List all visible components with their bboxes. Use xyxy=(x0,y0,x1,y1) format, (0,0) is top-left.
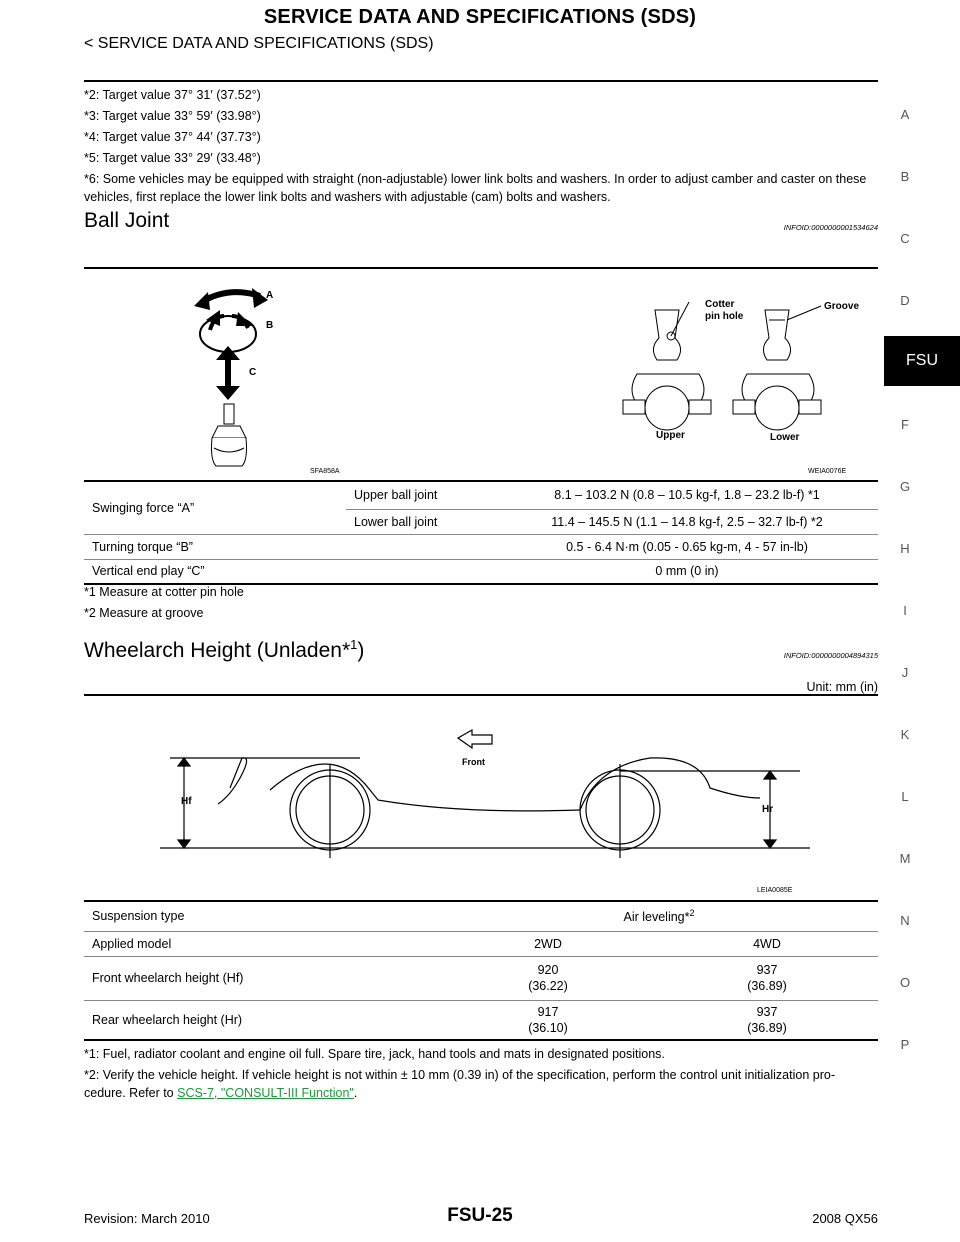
sidebar-item-m[interactable]: M xyxy=(899,851,911,866)
label-cotter: Cotter xyxy=(705,299,735,310)
sidebar-item-n[interactable]: N xyxy=(900,913,910,928)
swinging-force-label: Swinging force “A” xyxy=(84,481,346,534)
note-refer-text: cedure. Refer to xyxy=(84,1086,178,1100)
front-2wd-in: (36.22) xyxy=(528,979,568,993)
applied-model-4wd: 4WD xyxy=(656,931,878,956)
section-rule xyxy=(84,694,878,696)
note-cotter-pin: *1 Measure at cotter pin hole xyxy=(84,585,244,599)
note-target-2: *2: Target value 37° 31′ (37.52°) xyxy=(84,88,261,102)
label-groove: Groove xyxy=(824,301,860,312)
sidebar-item-i[interactable]: I xyxy=(903,603,907,618)
ball-joint-spec-table xyxy=(84,480,878,585)
sidebar-item-o[interactable]: O xyxy=(899,975,911,990)
sidebar-item-k[interactable]: K xyxy=(900,727,910,742)
sidebar-item-l[interactable]: L xyxy=(901,789,909,804)
upper-ball-joint-label: Upper ball joint xyxy=(346,481,496,509)
infoid-ball-joint: INFOID:0000000001534624 xyxy=(783,223,878,232)
infoid-wheelarch: INFOID:0000000004894315 xyxy=(783,651,878,660)
sidebar-item-f[interactable]: F xyxy=(901,417,909,432)
wheelarch-spec-table xyxy=(84,900,878,1041)
label-front: Front xyxy=(462,757,485,767)
breadcrumb[interactable]: < SERVICE DATA AND SPECIFICATIONS (SDS) xyxy=(84,35,434,52)
turning-torque-value: 0.5 - 6.4 N·m (0.05 - 0.65 kg-m, 4 - 57 in-lb) xyxy=(496,534,878,559)
table-row xyxy=(84,956,878,1000)
table-row xyxy=(84,931,878,956)
note-vehicle-height-line2 xyxy=(84,1084,878,1102)
lower-ball-joint-label: Lower ball joint xyxy=(346,509,496,534)
table-row xyxy=(84,534,878,559)
sidebar-item-c[interactable]: C xyxy=(900,231,910,246)
footer-revision: Revision: March 2010 xyxy=(84,1211,210,1226)
figure-code-weia0076e: WEIA0076E xyxy=(808,468,847,475)
section-rule xyxy=(84,267,878,269)
table-row xyxy=(84,901,878,931)
table-row xyxy=(84,1000,878,1040)
suspension-type-value xyxy=(440,901,878,931)
sidebar-item-j[interactable]: J xyxy=(901,665,909,680)
front-4wd-mm: 937 xyxy=(756,963,778,977)
figure-code-sfa858a: SFA858A xyxy=(310,468,340,475)
applied-model-label: Applied model xyxy=(84,931,440,956)
suspension-type-text: Air leveling* xyxy=(623,910,690,925)
heading-sup: 1 xyxy=(350,637,358,652)
label-upper: Upper xyxy=(656,430,685,441)
sidebar-item-fsu-active[interactable]: FSU xyxy=(884,336,960,386)
ball-joint-force-figure xyxy=(180,280,360,480)
rear-2wd-in: (36.10) xyxy=(528,1020,568,1035)
note-period: . xyxy=(353,1086,358,1100)
label-lower: Lower xyxy=(770,432,800,443)
rear-2wd-value xyxy=(440,1000,656,1040)
label-c: C xyxy=(249,367,257,378)
footer-model: 2008 QX56 xyxy=(812,1211,878,1226)
sidebar-item-g[interactable]: G xyxy=(899,479,911,494)
note-groove: *2 Measure at groove xyxy=(84,606,204,620)
note-unladen: *1: Fuel, radiator coolant and engine oil full. Spare tire, jack, hand tools and mats in designated positions. xyxy=(84,1047,665,1061)
label-a: A xyxy=(266,290,274,301)
section-heading-ball-joint: Ball Joint xyxy=(84,209,170,232)
heading-close: ) xyxy=(357,639,365,662)
table-row xyxy=(84,481,878,509)
turning-torque-label: Turning torque “B” xyxy=(84,534,496,559)
sidebar-item-h[interactable]: H xyxy=(900,541,910,556)
applied-model-2wd: 2WD xyxy=(440,931,656,956)
label-hr: Hr xyxy=(762,804,774,815)
label-pin-hole: pin hole xyxy=(705,311,744,322)
footer-page-number: FSU-25 xyxy=(447,1205,513,1226)
front-4wd-in: (36.89) xyxy=(747,979,787,993)
rear-4wd-value xyxy=(656,1000,878,1040)
rear-wheelarch-label: Rear wheelarch height (Hr) xyxy=(84,1000,440,1040)
note-target-5: *5: Target value 33° 29′ (33.48°) xyxy=(84,151,261,165)
figure-code-leia0085e: LEIA0085E xyxy=(757,887,793,894)
lower-ball-joint-value: 11.4 – 145.5 N (1.1 – 14.8 kg-f, 2.5 – 32.7 lb-f) *2 xyxy=(496,509,878,534)
vertical-end-play-label: Vertical end play “C” xyxy=(84,559,496,584)
label-cotter-pin-hole xyxy=(705,299,743,323)
sidebar-item-a[interactable]: A xyxy=(900,107,910,122)
vertical-end-play-value: 0 mm (0 in) xyxy=(496,559,878,584)
rear-4wd-mm: 937 xyxy=(756,1004,778,1019)
unit-label: Unit: mm (in) xyxy=(806,680,878,694)
label-hf: Hf xyxy=(181,796,192,807)
rear-4wd-in: (36.89) xyxy=(747,1020,787,1035)
suspension-type-label: Suspension type xyxy=(84,901,440,931)
note-cam-bolts: *6: Some vehicles may be equipped with straight (non-adjustable) lower link bolts and washers. In order to adjust camber and caster on these vehicles, first replace the lower link bolts and washers with adjustable (cam) bolts and washers. xyxy=(84,172,867,204)
front-wheelarch-label: Front wheelarch height (Hf) xyxy=(84,956,440,1000)
note-target-3: *3: Target value 33° 59′ (33.98°) xyxy=(84,109,261,123)
scs-7-consult-link[interactable]: SCS-7, "CONSULT-III Function" xyxy=(177,1086,354,1100)
sidebar-item-b[interactable]: B xyxy=(900,169,910,184)
heading-text: Wheelarch Height (Unladen* xyxy=(84,639,351,662)
page-title: SERVICE DATA AND SPECIFICATIONS (SDS) xyxy=(263,6,697,28)
note-vehicle-height-line1: *2: Verify the vehicle height. If vehicle height is not within ± 10 mm (0.39 in) of the specification, perform the control unit initialization pro- xyxy=(84,1068,835,1082)
front-4wd-value xyxy=(656,956,878,1000)
sidebar-item-d[interactable]: D xyxy=(900,293,910,308)
note-target-4: *4: Target value 37° 44′ (37.73°) xyxy=(84,130,261,144)
label-b: B xyxy=(266,320,274,331)
header-rule xyxy=(84,80,878,82)
wheelarch-height-figure xyxy=(160,728,810,868)
suspension-type-sup: 2 xyxy=(689,908,695,919)
rear-2wd-mm: 917 xyxy=(537,1004,559,1019)
upper-ball-joint-value: 8.1 – 103.2 N (0.8 – 10.5 kg-f, 1.8 – 23.2 lb-f) *1 xyxy=(496,481,878,509)
sidebar-item-p[interactable]: P xyxy=(900,1037,910,1052)
table-row xyxy=(84,559,878,584)
section-heading-wheelarch xyxy=(84,637,364,663)
front-2wd-mm: 920 xyxy=(537,963,559,977)
front-2wd-value xyxy=(440,956,656,1000)
